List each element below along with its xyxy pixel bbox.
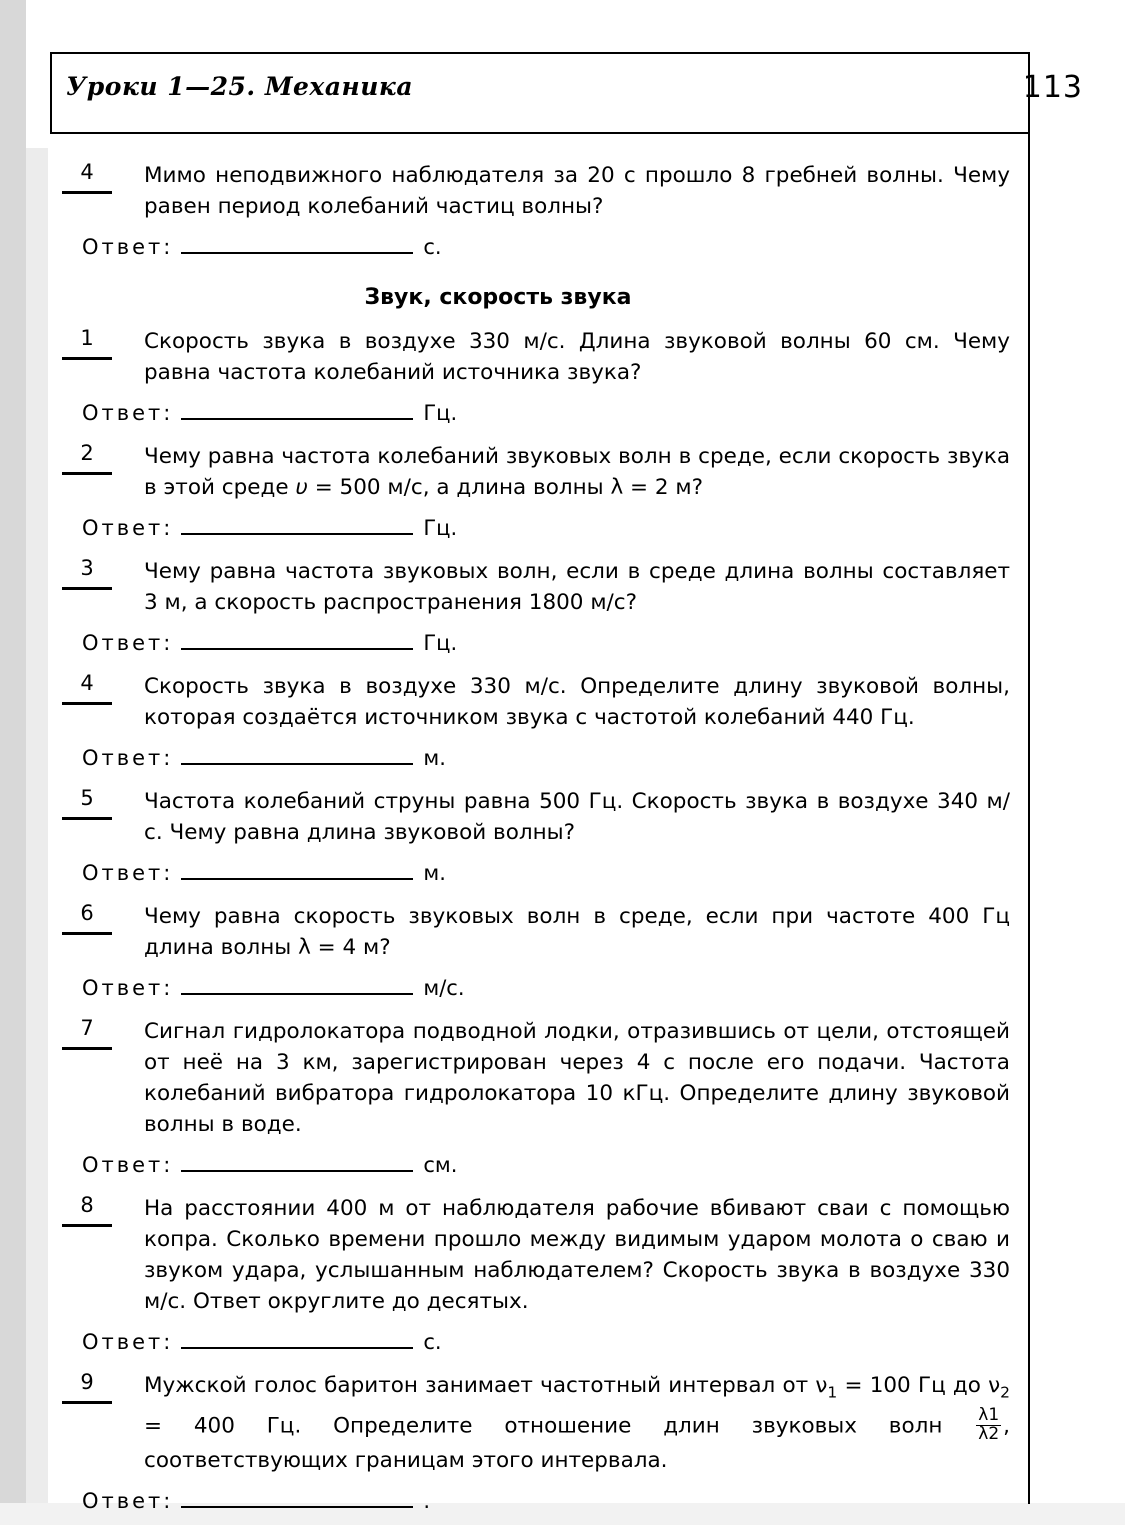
answer-line — [82, 628, 1028, 655]
answer-line — [82, 398, 1028, 425]
spacer — [48, 540, 1028, 556]
task-text-body: Сигнал гидролокатора подводной лодки, отразившись от цели, отстоящей от неё на 3 км, зарегистрирован через 4 с после его подачи. Частота колебаний вибратора гидролокатора 10 кГц. Определите длину звуковой волны в воде. — [144, 1019, 1010, 1137]
spacer — [48, 1354, 1028, 1370]
task-number-value: 1 — [80, 326, 94, 350]
task-text-body: Чему равна скорость звуковых волн в среде, если при частоте 400 Гц длина волны λ = 4 м? — [144, 904, 1010, 960]
answer-label: Ответ: — [82, 976, 174, 1000]
spacer — [48, 885, 1028, 901]
task-text-body: Скорость звука в воздухе 330 м/с. Определите длину звуковой волны, которая создаётся источником звука с частотой колебаний 440 Гц. — [144, 674, 1010, 730]
task-text-body: Чему равна частота звуковых волн, если в среде длина волны составляет 3 м, а скорость распространения 1800 м/с? — [144, 559, 1010, 615]
answer-unit: с. — [423, 235, 442, 259]
task-number — [48, 326, 126, 360]
fraction-numerator: λ1 — [978, 1405, 1000, 1426]
task-number-rule — [62, 817, 112, 820]
task-text-part-1: Мужской голос баритон занимает частотный интервал от ν — [144, 1373, 828, 1398]
content-frame-right-rule — [1028, 134, 1030, 1504]
answer-label: Ответ: — [82, 1488, 174, 1513]
spacer — [48, 1000, 1028, 1016]
task-item — [48, 786, 1028, 848]
answer-line — [82, 1486, 1028, 1513]
section-title: Звук, скорость звука — [364, 285, 632, 310]
task-number-rule — [62, 1224, 112, 1227]
spacer — [48, 770, 1028, 786]
answer-blank[interactable] — [181, 1150, 413, 1172]
answer-blank[interactable] — [181, 232, 413, 254]
answer-unit: см. — [423, 1153, 458, 1177]
answer-label: Ответ: — [82, 235, 174, 259]
spacer — [48, 1177, 1028, 1193]
answer-line — [82, 973, 1028, 1000]
task-text — [144, 160, 1028, 222]
task-text — [144, 901, 1028, 963]
task-item — [48, 1193, 1028, 1317]
page-title: Уроки 1—25. Механика — [66, 72, 414, 101]
answer-line — [82, 1150, 1028, 1177]
task-number — [48, 1016, 126, 1050]
task-item — [48, 441, 1028, 503]
answer-line — [82, 743, 1028, 770]
fraction-lambda-ratio — [976, 1407, 1001, 1444]
task-number — [48, 441, 126, 475]
task-number-value: 6 — [80, 901, 94, 925]
task-item — [48, 556, 1028, 618]
answer-unit: м/с. — [423, 976, 465, 1000]
task-number-value: 9 — [80, 1370, 94, 1394]
answer-blank[interactable] — [181, 1327, 413, 1349]
answer-blank[interactable] — [181, 398, 413, 420]
task-text-body: Скорость звука в воздухе 330 м/с. Длина звуковой волны 60 см. Чему равна частота колебаний источника звука? — [144, 329, 1010, 385]
task-number — [48, 1193, 126, 1227]
answer-line — [82, 1327, 1028, 1354]
task-item — [48, 1370, 1028, 1476]
answer-blank[interactable] — [181, 513, 413, 535]
task-text-body: На расстоянии 400 м от наблюдателя рабочие вбивают сваи с помощью копра. Сколько времени прошло между видимым ударом молота о сваю и звуком удара, услышанным наблюдателем? Скорость звука в воздухе 330 м/с. Ответ округлите до десятых. — [144, 1196, 1010, 1314]
answer-label: Ответ: — [82, 631, 174, 655]
task-text-body — [144, 441, 1010, 503]
task-number-rule — [62, 702, 112, 705]
task-number — [48, 1370, 126, 1404]
task-item — [48, 326, 1028, 388]
task-number — [48, 901, 126, 935]
page-number: 113 — [1022, 70, 1083, 105]
task-number-rule — [62, 587, 112, 590]
answer-blank[interactable] — [181, 1486, 413, 1508]
task-number-value: 2 — [80, 441, 94, 465]
task-number-rule — [62, 932, 112, 935]
task-number-rule — [62, 472, 112, 475]
task-number-value: 5 — [80, 786, 94, 810]
task-number-value: 8 — [80, 1193, 94, 1217]
answer-label: Ответ: — [82, 861, 174, 885]
task-number-value: 4 — [80, 160, 94, 184]
spacer — [48, 655, 1028, 671]
answer-label: Ответ: — [82, 401, 174, 425]
task-text — [144, 1016, 1028, 1140]
answer-label: Ответ: — [82, 746, 174, 770]
task-text — [144, 326, 1028, 388]
answer-blank[interactable] — [181, 973, 413, 995]
answer-unit: Гц. — [423, 516, 458, 540]
task-number — [48, 786, 126, 820]
answer-unit: м. — [423, 746, 446, 770]
task-number — [48, 556, 126, 590]
fraction-denominator: λ2 — [978, 1424, 1000, 1445]
task-item — [48, 671, 1028, 733]
task-text-body: Мимо неподвижного наблюдателя за 20 с прошло 8 гребней волны. Чему равен период колебаний частиц волны? — [144, 163, 1010, 219]
answer-blank[interactable] — [181, 743, 413, 765]
task-number-rule — [62, 1401, 112, 1404]
answer-blank[interactable] — [181, 628, 413, 650]
task-text — [144, 556, 1028, 618]
answer-label: Ответ: — [82, 1330, 174, 1354]
task-text-part-3: = 400 Гц. Определите отношение длин звуковых волн — [144, 1413, 975, 1439]
task-text — [144, 1193, 1028, 1317]
task-text-part-2: = 500 м/с, а длина волны λ = 2 м? — [307, 475, 704, 500]
scan-edge-left — [0, 0, 26, 1525]
task-item — [48, 901, 1028, 963]
task-text — [144, 441, 1028, 503]
answer-line — [82, 232, 1028, 259]
answer-blank[interactable] — [181, 858, 413, 880]
subscript-2: 2 — [1000, 1383, 1010, 1402]
task-number — [48, 671, 126, 705]
scan-edge-left-inner — [26, 148, 48, 1525]
task-text-body — [144, 1370, 1010, 1476]
answer-line — [82, 858, 1028, 885]
task-number-value: 4 — [80, 671, 94, 695]
content-area — [48, 160, 1028, 1513]
answer-unit: Гц. — [423, 401, 458, 425]
task-text — [144, 1370, 1028, 1476]
task-number — [48, 160, 126, 194]
task-number-rule — [62, 1047, 112, 1050]
task-number-rule — [62, 191, 112, 194]
answer-unit: м. — [423, 861, 446, 885]
task-item — [48, 160, 1028, 222]
task-number-value: 7 — [80, 1016, 94, 1040]
task-text-body: Частота колебаний струны равна 500 Гц. Скорость звука в воздухе 340 м/с. Чему равна длина звуковой волны? — [144, 789, 1010, 845]
answer-unit: Гц. — [423, 631, 458, 655]
answer-label: Ответ: — [82, 516, 174, 540]
spacer — [48, 425, 1028, 441]
task-text-part-1: Чему равна частота колебаний звуковых волн в среде, если скорость звука в этой среде — [144, 444, 1010, 500]
task-text — [144, 786, 1028, 848]
answer-unit: . — [423, 1488, 431, 1513]
subscript-1: 1 — [827, 1383, 838, 1402]
task-item — [48, 1016, 1028, 1140]
task-number-rule — [62, 357, 112, 360]
answer-unit: с. — [423, 1330, 442, 1354]
task-text — [144, 671, 1028, 733]
task-number-value: 3 — [80, 556, 94, 580]
task-text-part-4: , соответствующих границам этого интервала. — [144, 1413, 1010, 1473]
answer-label: Ответ: — [82, 1153, 174, 1177]
task-text-part-2: = 100 Гц до ν — [837, 1373, 1001, 1398]
symbol-velocity: υ — [295, 475, 308, 500]
answer-line — [82, 513, 1028, 540]
